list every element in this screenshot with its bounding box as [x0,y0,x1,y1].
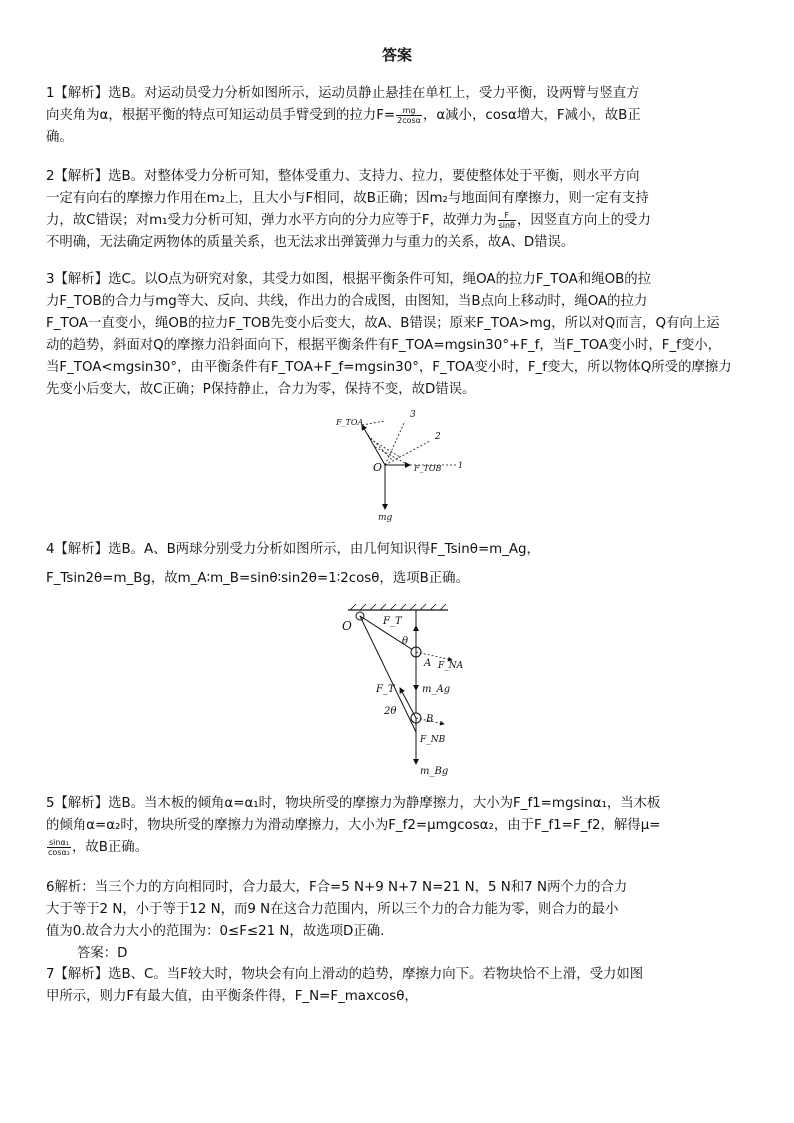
solution-1-line: 向夹角为α，根据平衡的特点可知运动员手臂受到的拉力F= $\frac{mg}{2\cos\alpha}$ ，α减小，cosα增大，F减小，故B正 [46,105,641,125]
solution-3-line: 当F_TOA<mgsin30°，由平衡条件有F_TOA+F_f=mgsin30°，F_TOA变小时，F_f变大，所以物体Q所受的摩擦力 [46,360,732,375]
label-fna: F_NA [438,661,464,671]
solution-3 [46,269,748,401]
solution-2-line: 一定有向右的摩擦力作用在m₂上，且大小与F相同，故B正确；因m₂与地面间有摩擦力，则一定有支持 [46,191,649,206]
solution-5-line: 的倾角α=α₂时，物块所受的摩擦力为滑动摩擦力，大小为F_f2=μmgcosα₂，由于F_f1=F_f2，解得μ= [46,818,661,833]
force-diagram-q3 [330,405,470,525]
fraction: $\frac{F}{\sin\theta}$ [498,210,515,230]
label-ftob: F_TOB [414,464,442,473]
label-b: B [426,714,434,725]
solution-3-line: 先变小后变大，故C正确；P保持静止，合力为零，保持不变，故D错误。 [46,382,476,397]
label-mbg: m_Bg [420,766,449,777]
solution-2-line: 力，故C错误；对m₁受力分析可知，弹力水平方向的分力应等于F，故弹力为 $\frac{F}{\sin\theta}$ ，因竖直方向上的受力 [46,210,651,230]
solution-6 [46,877,748,965]
parallelogram-edge [362,421,385,425]
solution-3-line: 动的趋势，斜面对Q的摩擦力沿斜面向下，根据平衡条件有F_TOA=mgsin30°+F_f，当F_TOA变小时，F_f变小， [46,338,722,353]
solution-3-line: 3【解析】选C。以O点为研究对象，其受力如图，根据平衡条件可知，绳OA的拉力F_TOA和绳OB的拉 [46,272,652,287]
fna-arrow [416,652,452,660]
solution-2-line: 不明确，无法确定两物体的质量关系，也无法求出弹簧弹力与重力的关系，故A、D错误。 [46,235,575,250]
force-diagram-q4 [340,602,464,777]
label-2: 2 [435,432,441,442]
solution-1-line: 1【解析】选B。对运动员受力分析如图所示，运动员静止悬挂在单杠上，受力平衡，设两臂与竖直方 [46,86,640,101]
solution-7-line: 甲所示，则力F有最大值，由平衡条件得，F_N=F_maxcosθ， [46,989,418,1004]
solution-6-line: 6解析：当三个力的方向相同时，合力最大，F合=5 N+9 N+7 N=21 N，5 N和7 N两个力的合力 [46,880,628,895]
solution-3-line: 力F_TOB的合力与mg等大、反向、共线，作出力的合成图，由图知，当B点向上移动时，绳OA的拉力 [46,294,648,309]
label-mag: m_Ag [422,684,451,695]
label-2theta: 2θ [384,706,397,717]
page-title: 答案 [381,46,412,64]
solution-5-line: $\frac{\text{sinα₁}}{\text{cosα₂}}$ ，故B正确。 [48,837,149,857]
label-o: O [373,461,383,474]
label-fnb: F_NB [420,735,446,745]
fraction: $\frac{\text{sinα₁}}{\text{cosα₂}}$ [48,837,70,857]
solution-4-line: 4【解析】选B。A、B两球分别受力分析如图所示，由几何知识得F_Tsinθ=m_Ag， [46,542,540,557]
solution-5 [46,793,748,859]
solution-2-line: 2【解析】选B。对整体受力分析可知，整体受重力、支持力、拉力，要使整体处于平衡，则水平方向 [46,169,640,184]
solution-4-line: F_Tsin2θ=m_Bg，故m_A∶m_B=sinθ∶sin2θ=1∶2cosθ，选项B正确。 [46,571,469,586]
rope-3-dashed [385,421,405,465]
ftoa-arrow [362,425,385,465]
label-ftoa: F_TOA [336,418,364,427]
solution-1 [46,83,748,149]
solution-6-answer: 答案：D [77,946,128,961]
fraction: $\frac{mg}{2\cos\alpha}$ [397,105,421,125]
solution-1-line: 确。 [46,130,73,145]
label-ft-2: F_T [376,684,395,695]
label-mg: mg [378,513,393,523]
solution-3-line: F_TOA一直变小，绳OB的拉力F_TOB先变小后变大，故A、B错误；原来F_TOA>mg，所以对Q而言，Q有向上运 [46,316,720,331]
solution-7-line: 7【解析】选B、C。当F较大时，物块会有向上滑动的趋势，摩擦力向下。若物块恰不上滑，受力如图 [46,967,644,982]
solution-6-line: 值为0.故合力大小的范围为：0≤F≤21 N，故选项D正确. [46,924,385,939]
label-ft-1: F_T [383,616,402,627]
solution-4 [46,539,748,590]
solution-2 [46,166,748,254]
solution-7 [46,964,748,1008]
rope-2-dashed [385,441,430,465]
label-1: 1 [458,461,464,470]
ceiling-hatch [350,604,446,610]
label-3: 3 [410,410,416,420]
label-o: O [342,619,352,633]
label-theta: θ [402,636,409,647]
solution-5-line: 5【解析】选B。当木板的倾角α=α₁时，物块所受的摩擦力为静摩擦力，大小为F_f1=mgsinα₁，当木板 [46,796,661,811]
solution-6-line: 大于等于2 N，小于等于12 N，而9 N在这合力范围内，所以三个力的合力能为零，则合力的最小 [46,902,619,917]
label-a: A [424,658,432,669]
